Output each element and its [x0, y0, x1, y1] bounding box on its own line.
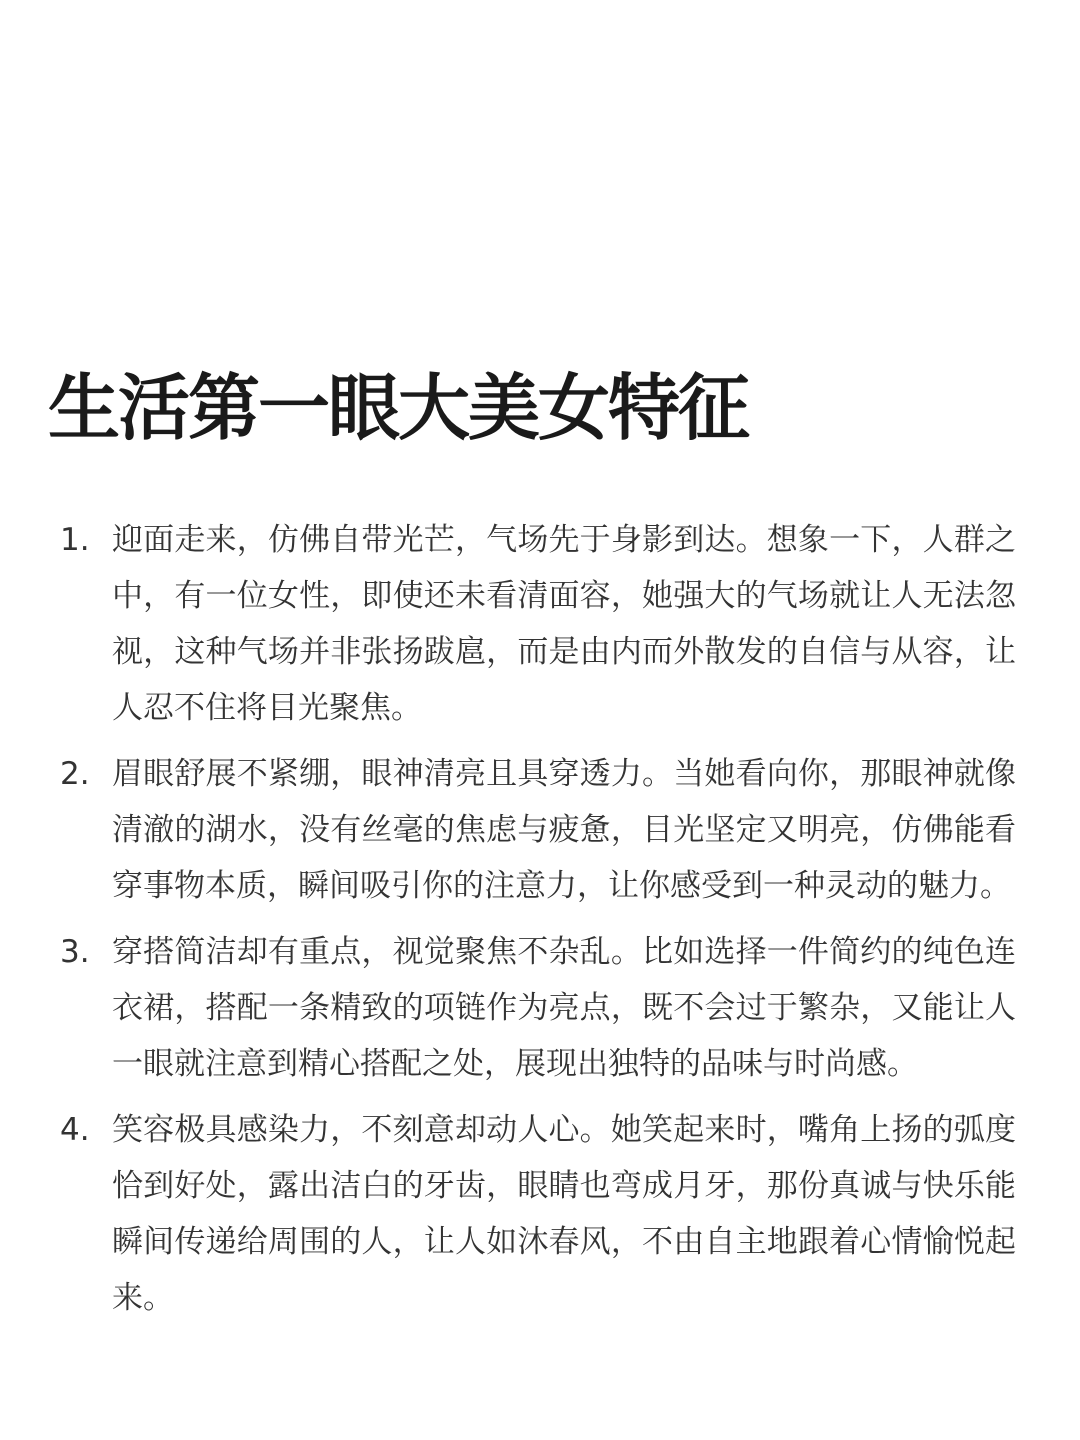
list-item — [56, 1102, 1016, 1326]
list-item — [56, 512, 1016, 736]
list-item-number: 1. — [60, 522, 90, 558]
list-item-text: 眉眼舒展不紧绷，眼神清亮且具穿透力。当她看向你，那眼神就像清澈的湖水，没有丝毫的焦虑与疲惫，目光坚定又明亮，仿佛能看穿事物本质，瞬间吸引你的注意力，让你感受到一种灵动的魅力。 — [112, 756, 1016, 904]
list-item-number: 2. — [60, 756, 90, 792]
list-item-text: 迎面走来，仿佛自带光芒，气场先于身影到达。想象一下，人群之中，有一位女性，即使还未看清面容，她强大的气场就让人无法忽视，这种气场并非张扬跋扈，而是由内而外散发的自信与从容，让人忍不住将目光聚焦。 — [112, 522, 1016, 726]
list-item — [56, 924, 1016, 1092]
feature-list — [56, 512, 1016, 1336]
list-item-number: 4. — [60, 1112, 90, 1148]
list-item-text: 穿搭简洁却有重点，视觉聚焦不杂乱。比如选择一件简约的纯色连衣裙，搭配一条精致的项链作为亮点，既不会过于繁杂，又能让人一眼就注意到精心搭配之处，展现出独特的品味与时尚感。 — [112, 934, 1016, 1082]
page-title: 生活第一眼大美女特征 — [48, 366, 749, 450]
list-item-number: 3. — [60, 934, 90, 970]
list-item-text: 笑容极具感染力，不刻意却动人心。她笑起来时，嘴角上扬的弧度恰到好处，露出洁白的牙齿，眼睛也弯成月牙，那份真诚与快乐能瞬间传递给周围的人，让人如沐春风，不由自主地跟着心情愉悦起来。 — [112, 1112, 1016, 1316]
list-item — [56, 746, 1016, 914]
